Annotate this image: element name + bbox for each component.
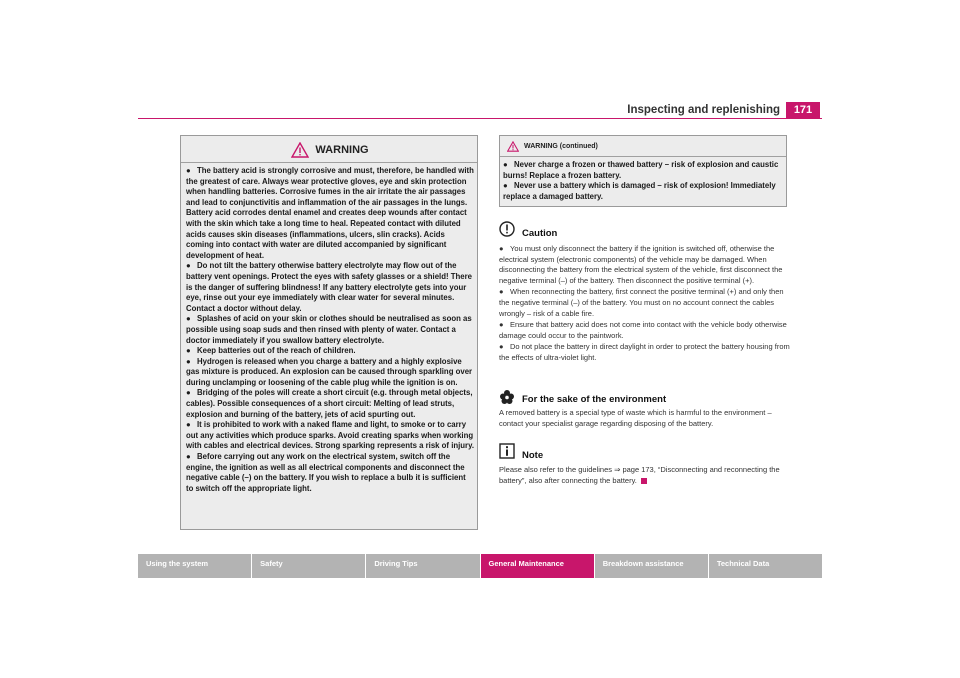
bullet-icon: ● <box>186 314 191 324</box>
footer-tab-general-maintenance[interactable]: General Maintenance <box>481 554 594 578</box>
caution-section <box>499 218 791 364</box>
bullet-icon: ● <box>186 388 191 398</box>
bullet-icon: ● <box>186 420 191 430</box>
footer-tab-breakdown-assistance[interactable]: Breakdown assistance <box>595 554 708 578</box>
environment-title: For the sake of the environment <box>522 394 667 405</box>
footer-tab-safety[interactable]: Safety <box>252 554 365 578</box>
note-text: Please also refer to the guidelines ⇒ page 173, “Disconnecting and reconnecting the battery”, also after connecting the battery. <box>499 465 780 485</box>
footer-nav <box>138 554 822 578</box>
caution-item: ● Ensure that battery acid does not come into contact with the vehicle body otherwise damage could occur to the paintwork. <box>499 320 787 340</box>
caution-header <box>499 218 791 239</box>
bullet-icon: ● <box>499 287 504 297</box>
bullet-icon: ● <box>499 244 504 253</box>
warning-item: ● Never charge a frozen or thawed battery – risk of explosion and caustic burns! Replace a frozen battery. <box>503 160 779 180</box>
warning-continued-header <box>503 136 783 156</box>
caution-title: Caution <box>522 228 558 239</box>
warning-item: ● Splashes of acid on your skin or clothes should be neutralised as soon as possible using soap suds and then rinsed with plenty of water. Contact a doctor immediately if you swallow battery electrolyte. <box>186 314 472 345</box>
bullet-icon: ● <box>503 160 508 169</box>
note-header <box>499 440 791 461</box>
bullet-icon: ● <box>186 356 191 366</box>
warning-title: WARNING <box>315 144 369 156</box>
bullet-icon: ● <box>186 452 191 462</box>
bullet-icon: ● <box>503 181 508 191</box>
warning-triangle-icon <box>291 142 309 158</box>
warning-item: ● Do not tilt the battery otherwise battery electrolyte may flow out of the battery vent openings. Protect the eyes with safety glasses or a shield! There is the danger of suffering blindness! If any battery electrolyte gets into your eye, rinse out your eye immediately with clear water for several minutes. Contact a doctor without delay. <box>186 261 472 313</box>
note-section <box>499 440 791 486</box>
warning-header <box>186 138 474 162</box>
environment-section <box>499 388 791 429</box>
bullet-icon: ● <box>186 346 191 356</box>
warning-item: ● Keep batteries out of the reach of children. <box>186 346 356 356</box>
page-number: 171 <box>786 102 820 119</box>
caution-item: ● You must only disconnect the battery if the ignition is switched off, otherwise the electrical system (electronic components) of the vehicle may be damaged. When disconnecting the battery from the electrical system of the vehicle, first disconnect the negative terminal (–) of the battery. Then disconnect the positive terminal (+). <box>499 244 783 285</box>
footer-tab-using-the-system[interactable]: Using the system <box>138 554 251 578</box>
warning-item: ● The battery acid is strongly corrosive and must, therefore, be handled with the greatest of care. Always wear protective gloves, eye and skin protection when handling batteries. Corrosive fumes in the air irritate the air passages and lead to conjunctivitis and inflammation of the air passages in the lungs. Battery acid corrodes dental enamel and creates deep wounds after contact with the skin which take a long time to heal. Repeated contact with diluted acids causes skin diseases (inflammations, ulcers, slin cracks). Acids coming into contact with water are diluted accompanied by significant development of heat. <box>186 166 474 260</box>
warning-triangle-icon <box>507 141 519 152</box>
page-header-title: Inspecting and replenishing <box>627 104 780 116</box>
warning-continued-box <box>499 135 787 207</box>
warning-item: ● It is prohibited to work with a naked flame and light, to smoke or to carry out any activities which produce sparks. Avoid creating sparks when working with cables and electrical devices. Strong sparking represents a risk of injury. <box>186 420 475 451</box>
warning-item: ● Before carrying out any work on the electrical system, switch off the engine, the ignition as well as all electrical components and disconnect the negative cable (–) on the battery. If you wish to replace a bulb it is sufficient to switch off the appropriate light. <box>186 452 466 493</box>
caution-item: ● Do not place the battery in direct daylight in order to protect the battery housing from the effects of ultra-violet light. <box>499 342 790 362</box>
bullet-icon: ● <box>499 342 504 352</box>
bullet-icon: ● <box>186 261 191 271</box>
end-mark-icon <box>641 478 647 484</box>
warning-divider <box>181 162 477 163</box>
warning-item: ● Hydrogen is released when you charge a battery and a highly explosive gas mixture is produced. An explosion can be caused through sparkling over during unclamping or loosening of the cable plug while the ignition is on. <box>186 356 473 387</box>
environment-header <box>499 388 791 405</box>
footer-tab-technical-data[interactable]: Technical Data <box>709 554 822 578</box>
caution-exclamation-icon <box>499 221 515 237</box>
environment-text: A removed battery is a special type of waste which is harmful to the environment – contact your specialist garage regarding disposing of the battery. <box>499 408 772 428</box>
warning-continued-divider <box>500 156 786 157</box>
note-icon <box>499 443 515 459</box>
caution-item: ● When reconnecting the battery, first connect the positive terminal (+) and only then the negative terminal (–) of the battery. You must on no account connect the cables wrongly – risk of a cable fire. <box>499 287 784 318</box>
bullet-icon: ● <box>186 166 191 175</box>
warning-item: ● Never use a battery which is damaged – risk of explosion! Immediately replace a damaged battery. <box>503 181 776 201</box>
warning-continued-title: WARNING (continued) <box>524 142 598 150</box>
flower-icon <box>499 389 515 405</box>
note-title: Note <box>522 450 544 461</box>
bullet-icon: ● <box>499 320 504 330</box>
header-rule <box>138 118 822 119</box>
warning-item: ● Bridging of the poles will create a short circuit (e.g. through metal objects, cables). Possible consequences of a short circuit: Melting of lead struts, explosion and burning of the battery, jets of acid spurting out. <box>186 388 473 419</box>
footer-tab-driving-tips[interactable]: Driving Tips <box>366 554 479 578</box>
warning-box <box>180 135 478 530</box>
